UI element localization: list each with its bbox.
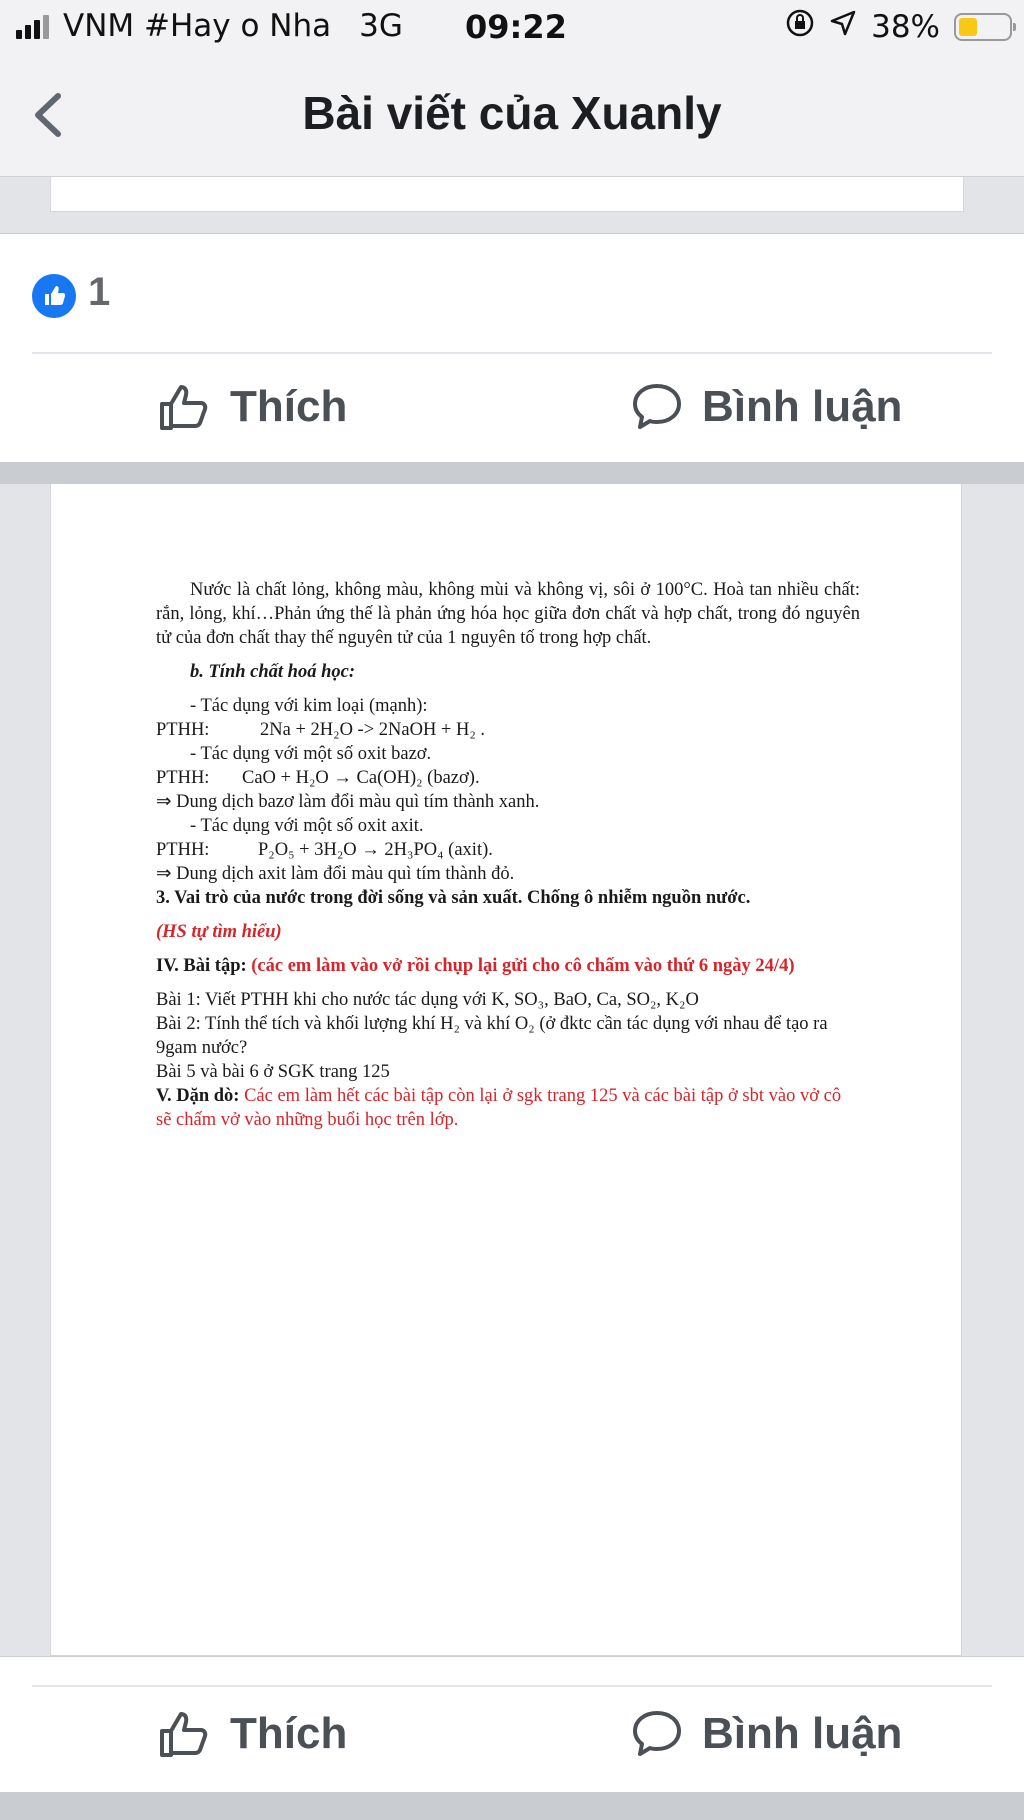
like-button[interactable] xyxy=(158,1709,347,1759)
comment-bubble-icon xyxy=(632,1709,682,1759)
carrier-name: VNM #Hay o Nha xyxy=(63,8,332,44)
thumbs-up-icon xyxy=(158,382,210,432)
doc-section-note: (các em làm vào vở rồi chụp lại gửi cho cô chấm vào thứ 6 ngày 24/4) xyxy=(251,956,795,976)
doc-note: (HS tự tìm hiểu) xyxy=(156,922,282,942)
location-icon xyxy=(829,9,857,45)
doc-exercise: Bài 2: Tính thể tích và khối lượng khí H₂ và khí O₂ (ở đktc cần tác dụng với nhau để tạo ra 9gam nước? xyxy=(156,1014,828,1058)
doc-equation: 2Na + 2H₂O -> 2NaOH + H₂ . xyxy=(260,720,486,740)
network-type: 3G xyxy=(359,8,403,44)
doc-line: ⇒ Dung dịch axit làm đổi màu quì tím thành đỏ. xyxy=(156,864,515,884)
comment-button[interactable] xyxy=(632,1709,902,1759)
battery-percent: 38% xyxy=(871,9,940,45)
comment-label: Bình luận xyxy=(702,382,903,431)
like-button[interactable] xyxy=(158,382,347,432)
battery-icon xyxy=(954,13,1012,41)
doc-paragraph: Nước là chất lỏng, không màu, không mùi và không vị, sôi ở 100°C. Hoà tan nhiều chất: rắn, lỏng, khí…Phản ứng thế là phản ứng hóa học giữa đơn chất và hợp chất, trong đó nguyên tử của đơn chất thay thế nguyên tử của 1 nguyên tố trong hợp chất. xyxy=(156,580,860,648)
doc-equation: P₂O₅ + 3H₂O → 2H₃PO₄ (axit). xyxy=(258,840,493,860)
doc-exercise: Bài 5 và bài 6 ở SGK trang 125 xyxy=(156,1062,390,1082)
like-reaction-icon[interactable] xyxy=(32,274,76,318)
doc-equation-line xyxy=(156,838,860,862)
reaction-count[interactable]: 1 xyxy=(88,270,111,314)
doc-line: ⇒ Dung dịch bazơ làm đổi màu quì tím thành xanh. xyxy=(156,792,540,812)
doc-equation-line xyxy=(156,766,860,790)
navigation-bar xyxy=(0,56,1024,177)
like-label: Thích xyxy=(230,382,348,431)
post-actions-card xyxy=(0,1657,1024,1792)
comment-button[interactable] xyxy=(632,382,902,432)
doc-heading: b. Tính chất hoá học: xyxy=(190,662,355,682)
comment-label: Bình luận xyxy=(702,1709,903,1758)
divider xyxy=(32,352,992,354)
doc-section-line xyxy=(156,1084,860,1132)
previous-image-page xyxy=(50,177,964,212)
doc-section-line xyxy=(156,954,860,978)
pthh-label: PTHH: xyxy=(156,768,210,788)
doc-equation: CaO + H₂O → Ca(OH)₂ (bazơ). xyxy=(242,768,480,788)
signal-icon xyxy=(16,13,49,39)
doc-line: - Tác dụng với một số oxit axit. xyxy=(190,816,424,836)
doc-section-label: IV. Bài tập: xyxy=(156,956,247,976)
post-image[interactable] xyxy=(0,484,1024,1656)
doc-section-note: Các em làm hết các bài tập còn lại ở sgk trang 125 và các bài tập ở sbt vào vở cô sẽ chấm vở vào những buổi học trên lớp. xyxy=(156,1086,842,1130)
post-reactions-card xyxy=(0,234,1024,462)
pthh-label: PTHH: xyxy=(156,720,210,740)
doc-equation-line xyxy=(156,718,860,742)
rotation-lock-icon xyxy=(785,8,815,46)
divider xyxy=(32,1685,992,1687)
doc-exercise: Bài 1: Viết PTHH khi cho nước tác dụng với K, SO₃, BaO, Ca, SO₂, K₂O xyxy=(156,990,699,1010)
doc-section-heading: 3. Vai trò của nước trong đời sống và sản xuất. Chống ô nhiễm nguồn nước. xyxy=(156,888,751,908)
like-label: Thích xyxy=(230,1709,348,1758)
status-right xyxy=(785,8,1012,46)
comment-bubble-icon xyxy=(632,382,682,432)
thumbs-up-icon xyxy=(158,1709,210,1759)
doc-line: - Tác dụng với một số oxit bazơ. xyxy=(190,744,432,764)
page-title: Bài viết của Xuanly xyxy=(302,87,722,139)
clock: 09:22 xyxy=(465,8,567,46)
pthh-label: PTHH: xyxy=(156,840,210,860)
doc-line: - Tác dụng với kim loại (mạnh): xyxy=(190,696,428,716)
previous-image-strip[interactable] xyxy=(0,177,1024,233)
bottom-separator xyxy=(0,1792,1024,1820)
document-text xyxy=(156,578,860,1132)
status-left xyxy=(16,8,403,44)
doc-section-label: V. Dặn dò: xyxy=(156,1086,240,1106)
status-bar xyxy=(0,0,1024,56)
document-page xyxy=(50,484,962,1656)
